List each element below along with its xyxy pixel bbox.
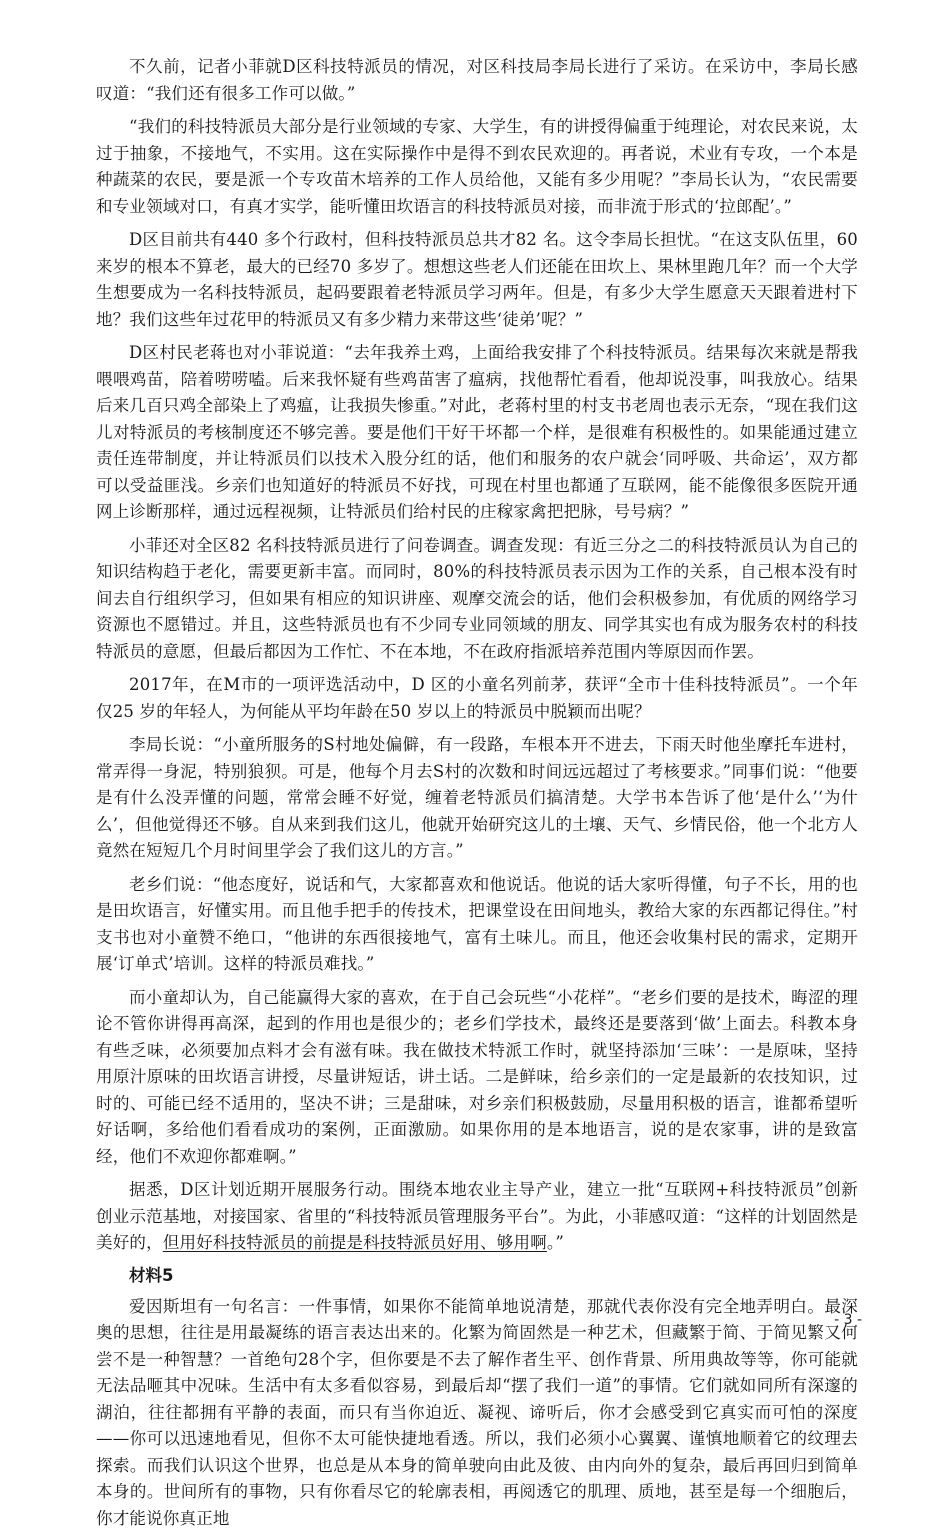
document-body	[96, 54, 858, 1539]
paragraph-staff-shortage: D区目前共有440 多个行政村，但科技特派员总共才82 名。这令李局长担忧。“在这支队伍里，60来岁的根本不算老，最大的已经70 多岁了。想想这些老人们还能在田坎上、果林里跑几年？而一个大学生想要成为一名科技特派员，起码要跟着老特派员学习两年。但是，有多少大学生愿意天天跟着进村下地？我们这些年过花甲的特派员又有多少精力来带这些‘徒弟’呢？”	[96, 230, 858, 329]
paragraph-plan-ending: 。”	[546, 1233, 565, 1252]
paragraph-director-praise: 李局长说：“小童所服务的S村地处偏僻，有一段路，车根本开不进去，下雨天时他坐摩托车进村，常弄得一身泥，特别狼狈。可是，他每个月去S村的次数和时间远远超过了考核要求。”同事们说：“他要是有什么没弄懂的问题，常常会睡不好觉，缠着老特派员们搞清楚。大学书本告诉了他‘是什么’‘为什么’，但他觉得还不够。自从来到我们这儿，他就开始研究这儿的土壤、天气、乡情民俗，他一个北方人竟然在短短几个月时间里学会了我们这儿的方言。”	[96, 735, 858, 860]
underlined-key-sentence: 但用好科技特派员的前提是科技特派员好用、够用啊	[162, 1233, 547, 1252]
paragraph-three-flavors: 而小童却认为，自己能赢得大家的喜欢，在于自己会玩些“小花样”。“老乡们要的是技术，晦涩的理论不管你讲得再高深，起到的作用也是很少的；老乡们学技术，最终还是要落到‘做’上面去。科教本身有些乏味，必须要加点料才会有滋有味。我在做技术特派工作时，就坚持添加‘三味’：一是原味，坚持用原汁原味的田坎语言讲授，尽量讲短话，讲土话。二是鲜味，给乡亲们的一定是最新的农技知识，过时的、可能已经不适用的，坚决不讲；三是甜味，对乡亲们积极鼓励，尽量用积极的语言，谁都希望听好话啊，多给他们看看成功的案例，正面激励。如果你用的是本地语言，说的是农家事，讲的是致富经，他们不欢迎你都难啊。”	[96, 987, 858, 1166]
paragraph-award-intro: 2017年，在M市的一项评选活动中，D 区的小童名列前茅，获评“全市十佳科技特派员”。一个年仅25 岁的年轻人，为何能从平均年龄在50 岁以上的特派员中脱颖而出呢？	[96, 675, 858, 721]
section-heading-material-5: 材料5	[129, 1265, 174, 1285]
paragraph-villagers-praise: 老乡们说：“他态度好，说话和气，大家都喜欢和他说话。他说的话大家听得懂，句子不长，用的也是田坎语言，好懂实用。而且他手把手的传技术，把课堂设在田间地头，教给大家的东西都记得住。”村支书也对小童赞不绝口，“他讲的东西很接地气，富有土味儿。而且，他还会收集村民的需求，定期开展‘订单式’培训。这样的特派员难找。”	[96, 874, 858, 973]
page-number: - 3 -	[834, 1312, 862, 1328]
paragraph-interview-intro: 不久前，记者小菲就D区科技特派员的情况，对区科技局李局长进行了采访。在采访中，李局长感叹道：“我们还有很多工作可以做。”	[96, 57, 858, 103]
paragraph-director-quote: “我们的科技特派员大部分是行业领域的专家、大学生，有的讲授得偏重于纯理论，对农民来说，太过于抽象，不接地气，不实用。这在实际操作中是得不到农民欢迎的。再者说，术业有专攻，一个本是种蔬菜的农民，要是派一个专攻苗木培养的工作人员给他，又能有多少用呢？”李局长认为，“农民需要和专业领域对口，有真才实学，能听懂田坎语言的科技特派员对接，而非流于形式的‘拉郎配’。”	[96, 117, 858, 216]
paragraph-survey-results: 小菲还对全区82 名科技特派员进行了问卷调查。调查发现：有近三分之二的科技特派员认为自己的知识结构趋于老化，需要更新丰富。而同时，80%的科技特派员表示因为工作的关系，自己根本没有时间去自行组织学习，但如果有相应的知识讲座、观摩交流会的话，他们会积极参加，有优质的网络学习资源也不愿错过。并且，这些特派员也有不少同专业同领域的朋友、同学其实也有成为服务农村的科技特派员的意愿，但最后都因为工作忙、不在本地，不在政府指派培养范围内等原因而作罢。	[96, 535, 858, 661]
paragraph-plan-conclusion	[96, 1177, 858, 1257]
paragraph-einstein-quote: 爱因斯坦有一句名言：一件事情，如果你不能简单地说清楚，那就代表你没有完全地弄明白。最深奥的思想，往往是用最凝练的语言表达出来的。化繁为简固然是一种艺术，但藏繁于简、于简见繁又何尝不是一种智慧？一首绝句28个字，但你要是不去了解作者生平、创作背景、所用典故等等，你可能就无法品咂其中况味。生活中有太多看似容易，到最后却“摆了我们一道”的事情。它们就如同所有深邃的湖泊，往往都拥有平静的表面，而只有当你迫近、凝视、谛听后，你才会感受到它真实而可怕的深度——你可以迅速地看见，但你不太可能快捷地看透。所以，我们必须小心翼翼、谨慎地顺着它的纹理去探索。而我们认识这个世界，也总是从本身的简单驶向由此及彼、由内向外的复杂，最后再回归到简单本身的。世间所有的事物，只有你看尽它的轮廓表相，再阅透它的肌理、质地，甚至是每一个细胞后，你才能说你真正地	[96, 1296, 858, 1528]
paragraph-villager-complaint: D区村民老蒋也对小菲说道：“去年我养土鸡，上面给我安排了个科技特派员。结果每次来就是帮我喂喂鸡苗，陪着唠唠嗑。后来我怀疑有些鸡苗害了瘟病，找他帮忙看看，他却说没事，叫我放心。结果后来几百只鸡全部染上了鸡瘟，让我损失惨重。”对此，老蒋村里的村支书老周也表示无奈，“现在我们这儿对特派员的考核制度还不够完善。要是他们干好干坏都一个样，是很难有积极性的。如果能通过建立责任连带制度，并让特派员们以技术入股分红的话，他们和服务的农户就会‘同呼吸、共命运’，双方都可以受益匪浅。乡亲们也知道好的特派员不好找，可现在村里也都通了互联网，能不能像很多医院开通网上诊断那样，通过远程视频，让特派员们给村民的庄稼家禽把把脉，号号病？”	[96, 343, 858, 521]
paragraph-plan-text: 据悉，D区计划近期开展服务行动。围绕本地农业主导产业，建立一批“互联网+科技特派员”创新创业示范基地，对接国家、省里的“科技特派员管理服务平台”。为此，小菲感叹道：“这样的计划固然是美好的，	[96, 1180, 858, 1252]
